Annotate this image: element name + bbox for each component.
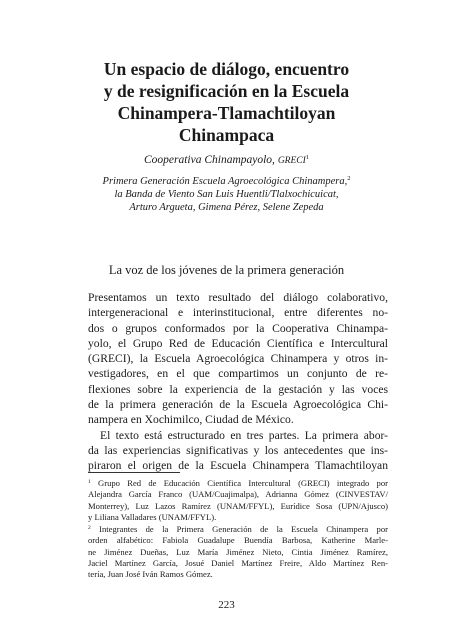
byline-name: Cooperativa Chinampayolo,	[143, 154, 275, 166]
body-line: da las experiencias significativas y los antecedentes que ins-	[88, 443, 388, 457]
author-line-text: Primera Generación Escuela Agroecológica Chinampera,	[102, 176, 348, 187]
body-line: El texto está estructurado en tres partes. La primera abor-	[100, 428, 388, 442]
footnote-text: Integrantes de la Primera Generación de la Escuela Chinampera por	[99, 524, 389, 535]
body-text	[88, 290, 388, 474]
body-line: flexiones sobre la experiencia de la gestación y las voces	[88, 382, 388, 396]
footnote-line: tería, Juan José Iván Ramos Gómez.	[88, 569, 213, 580]
chapter-title-line: Chinampaca	[178, 125, 275, 145]
footnote-line: ne Jiménez Dueñas, Luz María Jiménez Nieto, Cintia Jiménez Ramírez,	[88, 546, 388, 557]
author-line	[30, 172, 423, 188]
author-line: Arturo Argueta, Gimena Pérez, Selene Zepeda	[129, 202, 324, 213]
footnote-text: Grupo Red de Educación Científica Intercultural (GRECI) integrado por	[98, 478, 388, 488]
footnote-line: Monterrey), Luz Lazos Ramírez (UNAM/FFYL), Eurídice Sosa (UPN/Ajusco)	[88, 500, 388, 511]
footnote-line: y Liliana Valladares (UNAM/FFYL).	[88, 511, 217, 522]
byline-org: GRECI	[277, 156, 306, 166]
body-line: intergeneracional e interinstitucional, entre diferentes no-	[88, 306, 388, 320]
body-line: dos o grupos conformados por la Cooperativa Chinampa-	[88, 321, 388, 335]
chapter-title-line: Un espacio de diálogo, encuentro	[103, 59, 350, 79]
body-line: vestigadores, en el que compartimos un conjunto de re-	[88, 367, 388, 381]
body-line: (GRECI), la Escuela Agroecológica Chinampera y otros in-	[88, 352, 388, 366]
body-line: nampera en Xochimilco, Ciudad de México.	[88, 413, 294, 427]
chapter-title-line: y de resignificación en la Escuela	[103, 81, 350, 101]
footnote-marker: 1	[305, 154, 310, 161]
footnote-number: 2	[88, 525, 91, 532]
footnotes	[88, 477, 388, 581]
footnote-line: Jaciel Martínez García, Josué Daniel Martínez Freire, Aldo Martínez Ren-	[88, 558, 388, 569]
body-line: piraron el origen de la Escuela Chinampera Tlamachtiloyan	[88, 459, 388, 473]
footnote-line	[88, 523, 388, 535]
footnote-marker: 2	[347, 175, 351, 182]
footnote-line	[88, 477, 388, 489]
footnote-line: orden alfabético: Fabiola Guadalupe Buendía Barbosa, Katherine Marle-	[88, 535, 388, 546]
footnote-number: 1	[88, 479, 91, 485]
section-heading: La voz de los jóvenes de la primera generación	[108, 263, 345, 277]
author-list	[30, 172, 423, 214]
body-line: de la primera generación de la Escuela Agroecológica Chi-	[88, 398, 388, 412]
footnote-divider	[88, 472, 180, 473]
chapter-title	[60, 58, 393, 146]
chapter-title-line: Chinampera-Tlamachtiloyan	[117, 103, 336, 123]
body-line: Presentamos un texto resultado del diálogo colaborativo,	[88, 291, 388, 304]
footnote-line: Alejandra García Franco (UAM/Cuajimalpa), Adrianna Gómez (CINVESTAV/	[88, 489, 388, 500]
body-line: yolo, el Grupo Red de Educación Científica e Intercultural	[88, 336, 388, 350]
page-number: 223	[218, 599, 235, 611]
author-line: la Banda de Viento San Luis Huentli/Tlalxochicuicat,	[114, 189, 339, 200]
byline	[30, 151, 423, 168]
